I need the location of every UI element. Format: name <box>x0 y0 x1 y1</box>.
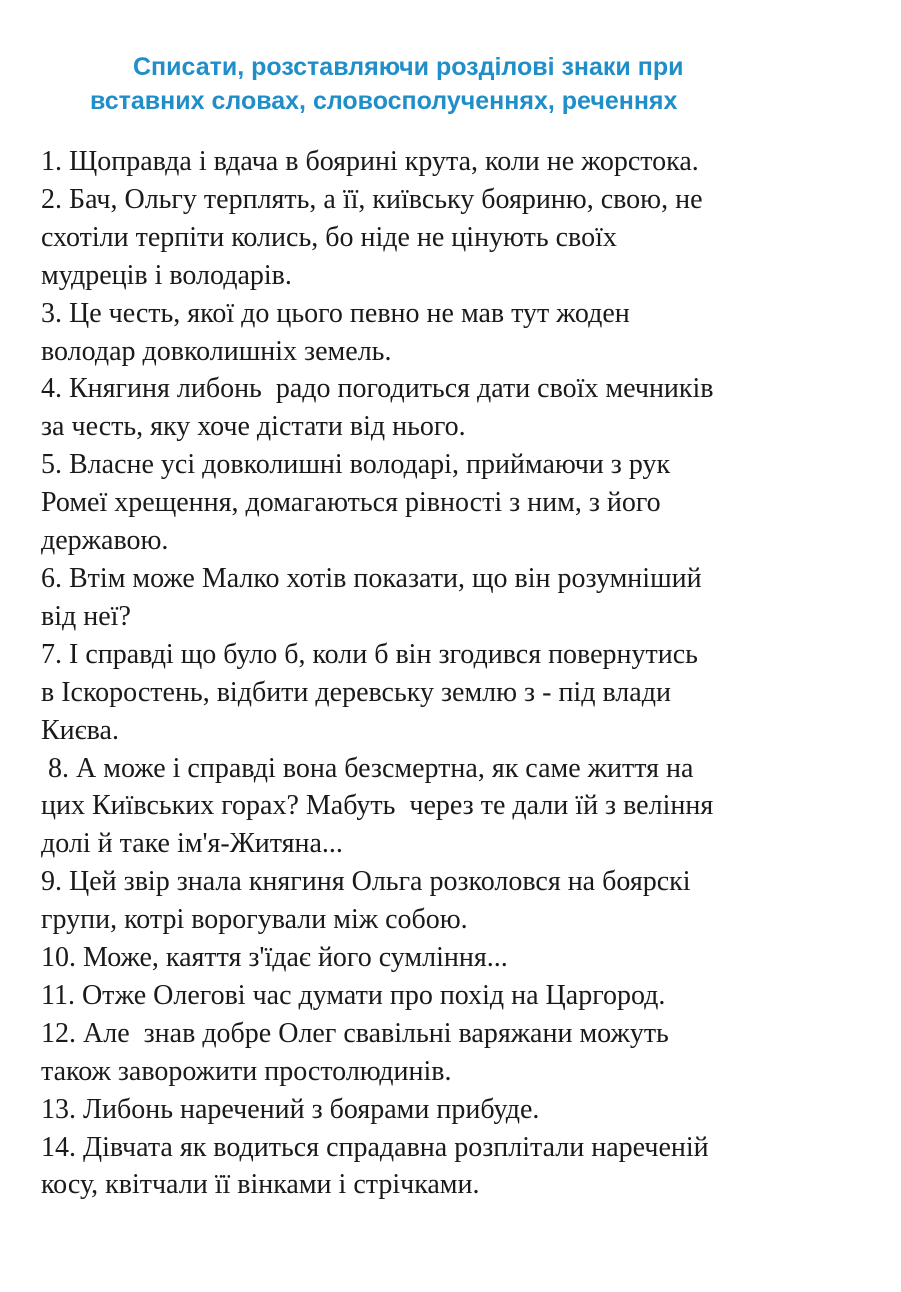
exercise-line: схотіли терпіти колись, бо ніде не цінують своїх <box>41 221 617 253</box>
exercise-item <box>41 143 881 181</box>
exercise-line: цих Київських горах? Мабуть через те дали їй з веління <box>41 790 714 822</box>
exercise-line: від неї? <box>41 600 131 632</box>
exercise-line: 7. І справді що було б, коли б він згодився повернутись <box>41 638 698 670</box>
exercise-line: Ромеї хрещення, домагаються рівності з ним, з його <box>41 487 661 519</box>
exercise-line: також заворожити простолюдинів. <box>41 1055 452 1087</box>
exercise-line: 5. Власне усі довколишні володарі, приймаючи з рук <box>41 449 671 481</box>
exercise-line: за честь, яку хоче дістати від нього. <box>41 411 466 443</box>
exercise-item <box>41 370 881 446</box>
exercise-item <box>41 295 881 371</box>
exercise-item <box>41 1129 881 1205</box>
exercise-line: 8. А може і справді вона безсмертна, як саме життя на <box>41 752 694 784</box>
title-line-2: вставних словах, словосполученнях, реченнях <box>90 87 678 115</box>
exercise-item <box>41 636 881 750</box>
exercise-line: в Іскоростень, відбити деревську землю з - під влади <box>41 676 671 708</box>
exercise-line: 3. Це честь, якої до цього певно не мав тут жоден <box>41 297 630 329</box>
exercise-line: групи, котрі ворогували між собою. <box>41 904 468 936</box>
exercise-line: 2. Бач, Ольгу терплять, а її, київську бояриню, свою, не <box>41 183 703 215</box>
exercise-line: 14. Дівчата як водиться спрадавна розплітали нареченій <box>41 1131 709 1163</box>
exercise-item <box>41 863 881 939</box>
exercise-line: долі й таке ім'я-Житяна... <box>41 828 343 860</box>
exercise-item <box>41 446 881 560</box>
exercise-line: 10. Може, каяття з'їдає його сумління... <box>41 942 508 974</box>
exercise-list <box>41 143 881 1204</box>
title-line-1: Списати, розставляючи розділові знаки при <box>133 53 684 81</box>
exercise-item <box>41 560 881 636</box>
exercise-line: Києва. <box>41 714 119 746</box>
page-title <box>60 50 860 118</box>
exercise-item <box>41 1091 881 1129</box>
exercise-line: володар довколишніх земель. <box>41 335 392 367</box>
exercise-item <box>41 1015 881 1091</box>
exercise-item <box>41 750 881 864</box>
exercise-line: державою. <box>41 525 169 557</box>
exercise-line: 1. Щоправда і вдача в боярині крута, коли не жорстока. <box>41 146 699 177</box>
exercise-line: 11. Отже Олегові час думати про похід на Царгород. <box>41 979 666 1011</box>
exercise-line: мудреців і володарів. <box>41 259 292 291</box>
exercise-line: косу, квітчали її вінками і стрічками. <box>41 1169 480 1201</box>
exercise-line: 13. Либонь наречений з боярами прибуде. <box>41 1093 540 1125</box>
exercise-line: 4. Княгиня либонь радо погодиться дати своїх мечників <box>41 373 714 405</box>
exercise-item <box>41 939 881 977</box>
exercise-line: 12. Але знав добре Олег свавільні варяжани можуть <box>41 1017 669 1049</box>
exercise-item <box>41 977 881 1015</box>
exercise-line: 9. Цей звір знала княгиня Ольга розколовся на боярскі <box>41 866 691 898</box>
exercise-line: 6. Втім може Малко хотів показати, що він розумніший <box>41 562 702 594</box>
exercise-item <box>41 181 881 295</box>
